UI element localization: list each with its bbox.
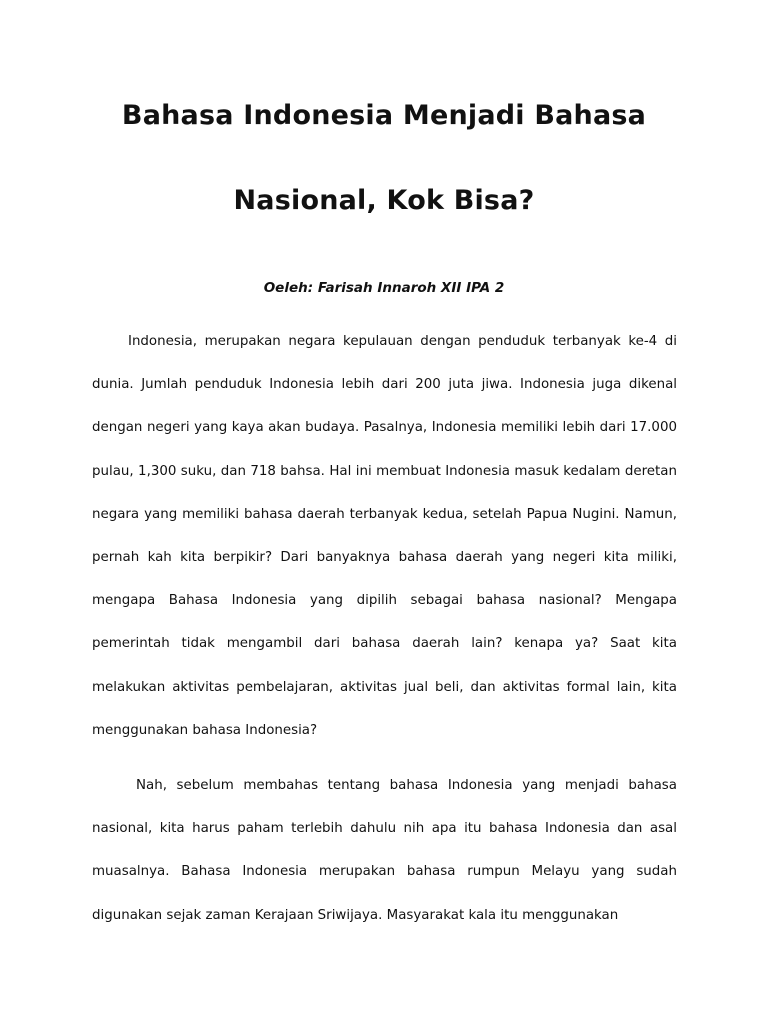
paragraph-1: Indonesia, merupakan negara kepulauan dengan penduduk terbanyak ke-4 di dunia. Jumlah penduduk Indonesia lebih dari 200 juta jiwa. Indonesia juga dikenal dengan negeri yang kaya akan budaya. Pasalnya, Indonesia memiliki lebih dari 17.000 pulau, 1,300 suku, dan 718 bahsa. Hal ini membuat Indonesia masuk kedalam deretan negara yang memiliki bahasa daerah terbanyak kedua, setelah Papua Nugini. Namun, pernah kah kita berpikir? Dari banyaknya bahasa daerah yang negeri kita miliki, mengapa Bahasa Indonesia yang dipilih sebagai bahasa nasional? Mengapa pemerintah tidak mengambil dari bahasa daerah lain? kenapa ya? Saat kita melakukan aktivitas pembelajaran, aktivitas jual beli, dan aktivitas formal lain, kita menggunakan bahasa Indonesia? bbox=[92, 334, 677, 738]
document-author: Oeleh: Farisah Innaroh XII IPA 2 bbox=[263, 280, 505, 296]
document-title-line-2: Nasional, Kok Bisa? bbox=[233, 185, 535, 216]
paragraph-2: Nah, sebelum membahas tentang bahasa Indonesia yang menjadi bahasa nasional, kita harus paham terlebih dahulu nih apa itu bahasa Indonesia dan asal muasalnya. Bahasa Indonesia merupakan bahasa rumpun Melayu yang sudah digunakan sejak zaman Kerajaan Sriwijaya. Masyarakat kala itu menggunakan bbox=[92, 778, 677, 923]
document-title-line-1: Bahasa Indonesia Menjadi Bahasa bbox=[121, 100, 647, 131]
